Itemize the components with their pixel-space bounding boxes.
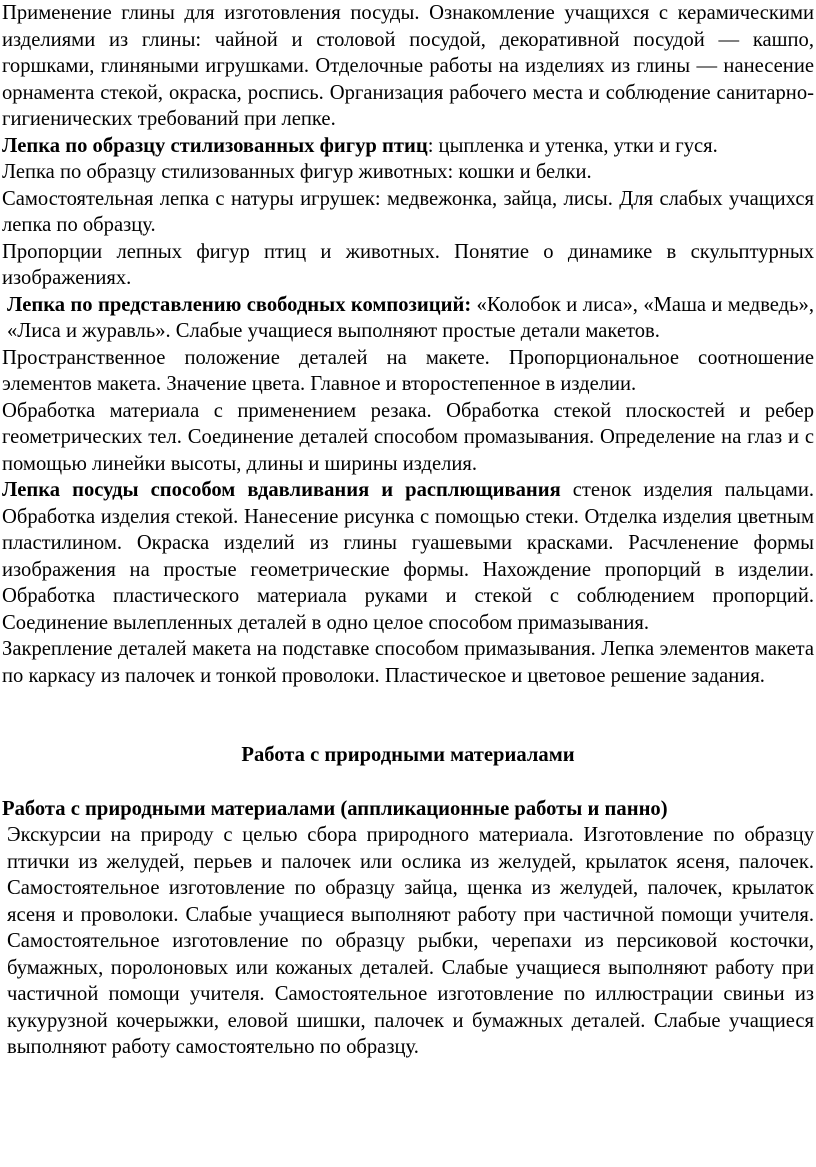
paragraph-text: : цыпленка и утенка, утки и гуся. — [427, 134, 718, 157]
paragraph-animal-figures — [2, 159, 814, 186]
paragraph-free-compositions — [2, 292, 814, 345]
paragraph-text: Закрепление деталей макета на подставке способом примазывания. Лепка элементов макета по каркасу из палочек и тонкой проволоки. Пластическое и цветовое решение задания. — [2, 638, 814, 687]
paragraph-text: Самостоятельная лепка с натуры игрушек: медвежонка, зайца, лисы. Для слабых учащихся лепка по образцу. — [2, 187, 814, 236]
paragraph-bird-figures — [2, 133, 814, 160]
paragraph-text: Экскурсии на природу с целью сбора природного материала. Изготовление по образцу птички из желудей, перьев и палочек или ослика из желудей, крылаток ясеня, палочек. Самостоятельное изготовление по образцу зайца, щенка из желудей, палочек, крылаток ясеня и проволоки. Слабые учащиеся выполняют работу при частичной помощи учителя. Самостоятельное изготовление по образцу рыбки, черепахи из персиковой косточки, бумажных, поролоновых или кожаных деталей. Слабые учащиеся выполняют работу при частичной помощи учителя. Самостоятельное изготовление по иллюстрации свиньи из кукурузной кочерыжки, еловой шишки, палочек и бумажных деталей. Слабые учащиеся выполняют работу самостоятельно по образцу. — [7, 824, 814, 1058]
paragraph-text: Лепка по образцу стилизованных фигур животных: кошки и белки. — [2, 161, 592, 183]
spacer — [2, 769, 814, 796]
paragraph-text: Пропорции лепных фигур птиц и животных. Понятие о динамике в скульптурных изображениях. — [2, 240, 814, 289]
paragraph-clay-tableware — [2, 0, 814, 133]
paragraph-text: стенок изделия пальцами. Обработка изделия стекой. Нанесение рисунка с помощью стеки. Отделка изделия цветным пластилином. Окраска изделий из глины гуашевыми красками. Расчленение формы изображения на простые геометрические формы. Нахождение пропорций в изделии. Обработка пластического материала руками и стекой с соблюдением пропорций. Соединение вылепленных деталей в одно целое способом примазывания. — [2, 479, 814, 634]
paragraph-material-processing — [2, 398, 814, 478]
paragraph-text: Пространственное положение деталей на макете. Пропорциональное соотношение элементов макета. Значение цвета. Главное и второстепенное в изделии. — [2, 346, 814, 395]
paragraph-bold-heading: Лепка по представлению свободных композиций: — [7, 293, 472, 316]
spacer — [2, 689, 814, 742]
paragraph-bold-heading: Лепка посуды способом вдавливания и расплющивания — [2, 479, 561, 501]
paragraph-natural-materials — [2, 822, 814, 1061]
paragraph-spatial-position — [2, 345, 814, 398]
paragraph-bold-heading: Лепка по образцу стилизованных фигур птиц — [2, 134, 428, 157]
paragraph-text: Применение глины для изготовления посуды. Ознакомление учащихся с керамическими изделиями из глины: чайной и столовой посудой, декоративной посудой — кашпо, горшками, глиняными игрушками. Отделочные работы на изделиях из глины — нанесение орнамента стекой, окраска, роспись. Организация рабочего места и соблюдение санитарно-гигиенических требований при лепке. — [2, 2, 814, 130]
section-title: Работа с природными материалами — [241, 744, 575, 766]
paragraph-text: «Колобок и лиса», «Маша и медведь», «Лиса и журавль». Слабые учащиеся выполняют простые детали макетов. — [7, 293, 814, 342]
paragraph-proportions — [2, 239, 814, 292]
paragraph-text: Обработка материала с применением резака. Обработка стекой плоскостей и ребер геометрических тел. Соединение деталей способом промазывания. Определение на глаз и с помощью линейки высоты, длины и ширины изделия. — [2, 399, 814, 475]
paragraph-mockup-fixing — [2, 636, 814, 689]
paragraph-toy-modeling — [2, 186, 814, 239]
paragraph-tableware-modeling — [2, 477, 814, 636]
subsection-title: Работа с природными материалами (аппликационные работы и панно) — [2, 797, 668, 820]
